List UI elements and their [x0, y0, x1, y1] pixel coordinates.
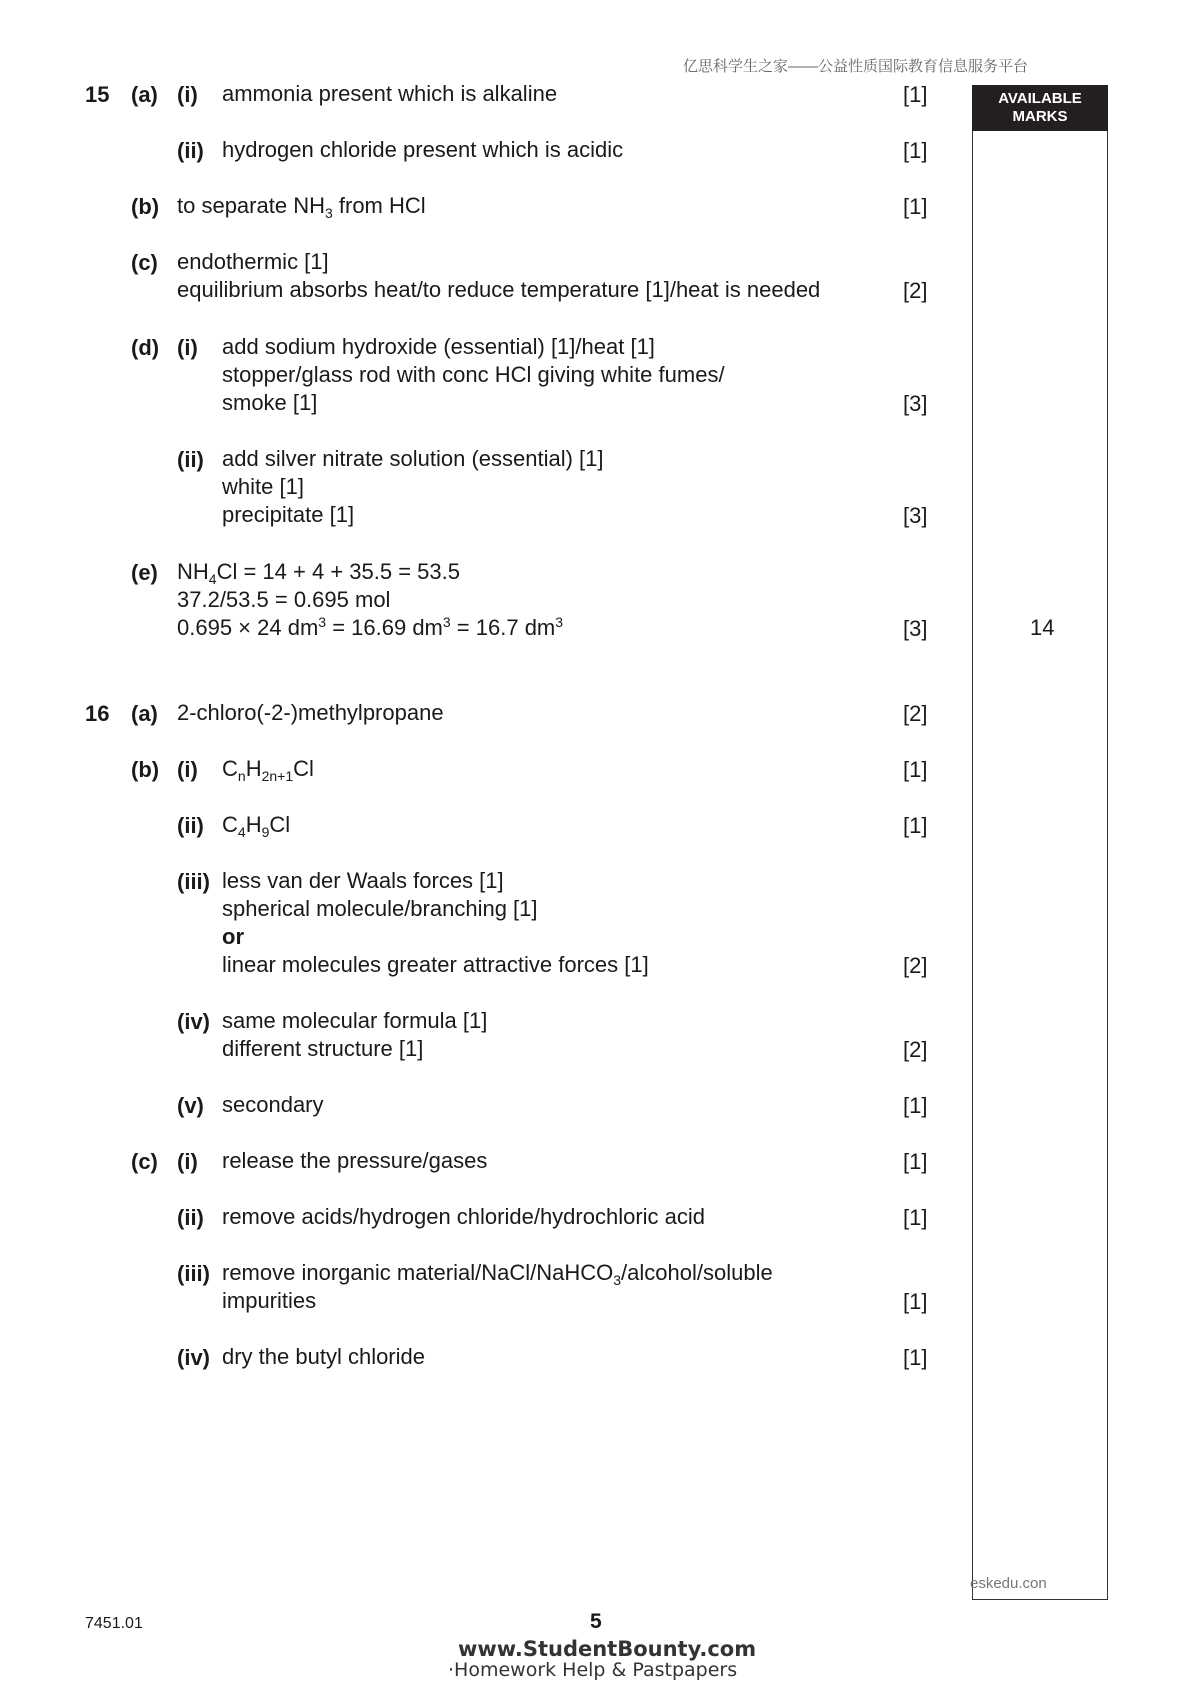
q16-c-iii-line2: impurities — [222, 1288, 317, 1313]
q16-b-ii-formula: $C_4H_9Cl$ — [222, 812, 291, 840]
marks-column — [972, 85, 1108, 1600]
q15-d-i-line3: smoke [1] — [222, 390, 318, 415]
q15-d-i-line1: add sodium hydroxide (essential) [1]/heat [1] — [222, 334, 655, 359]
q15-c-line2: equilibrium absorbs heat/to reduce temperature [1]/heat is needed — [177, 277, 821, 302]
bottom-watermark: eskedu.con — [970, 1575, 1047, 1592]
q15-a-ii-mark: [1] — [903, 138, 928, 163]
q15-a-ii-text: hydrogen chloride present which is acidic — [222, 137, 624, 162]
q15-b-label: (b) — [131, 194, 160, 219]
q16-c-iii-label: (iii) — [177, 1261, 210, 1286]
q16-b-iii-line1: less van der Waals forces [1] — [222, 868, 504, 893]
q16-b-iv-line2: different structure [1] — [222, 1036, 424, 1061]
q16-a-text: 2-chloro(-2-)methylpropane — [177, 700, 444, 725]
q15-d-i-label: (i) — [177, 335, 198, 360]
q15-e-line1: $NH_4Cl = 14 + 4 + 35.5 = 53.5$ — [177, 559, 460, 587]
q15-d-label: (d) — [131, 335, 160, 360]
q15-d-ii-mark: [3] — [903, 503, 928, 528]
q15-c-line1: endothermic [1] — [177, 249, 329, 274]
q16-b-v-text: secondary — [222, 1092, 324, 1117]
q16-b-iii-mark: [2] — [903, 953, 928, 978]
q16-c-ii-mark: [1] — [903, 1205, 928, 1230]
studentbounty-site[interactable]: www.StudentBounty.com — [458, 1637, 757, 1661]
marks-heading-line1: AVAILABLE — [998, 90, 1082, 107]
q15-c-mark: [2] — [903, 278, 928, 303]
q15-b-text: to separate $NH_3$ from HCl — [177, 193, 426, 221]
q16-b-iii-label: (iii) — [177, 869, 210, 894]
question-16-number: 16 — [85, 701, 110, 726]
q15-a-label: (a) — [131, 82, 158, 107]
marks-heading-line2: MARKS — [1012, 108, 1068, 125]
q15-e-line2: 37.2/53.5 = 0.695 mol — [177, 587, 391, 612]
q16-b-i-mark: [1] — [903, 757, 928, 782]
q15-a-i-label: (i) — [177, 82, 198, 107]
q16-c-i-mark: [1] — [903, 1149, 928, 1174]
q16-b-ii-mark: [1] — [903, 813, 928, 838]
q16-b-i-label: (i) — [177, 757, 198, 782]
q16-b-label: (b) — [131, 757, 160, 782]
paper-code: 7451.01 — [85, 1615, 143, 1632]
q16-c-iv-label: (iv) — [177, 1345, 210, 1370]
q16-b-v-label: (v) — [177, 1093, 204, 1118]
q15-d-i-mark: [3] — [903, 391, 928, 416]
q15-e-label: (e) — [131, 560, 158, 585]
q15-d-ii-label: (ii) — [177, 447, 204, 472]
q15-total-marks: 14 — [1030, 615, 1055, 640]
q15-d-ii-line1: add silver nitrate solution (essential) [1] — [222, 446, 604, 471]
q16-a-mark: [2] — [903, 701, 928, 726]
q16-b-v-mark: [1] — [903, 1093, 928, 1118]
q16-c-ii-text: remove acids/hydrogen chloride/hydrochloric acid — [222, 1204, 706, 1229]
q15-a-ii-label: (ii) — [177, 138, 204, 163]
q16-c-iii-line1: remove inorganic material/NaCl/NaHCO$_3$/alcohol/soluble — [222, 1260, 773, 1288]
q15-b-mark: [1] — [903, 194, 928, 219]
q15-d-ii-line2: white [1] — [222, 474, 304, 499]
available-marks-heading — [972, 85, 1108, 131]
q16-c-iv-text: dry the butyl chloride — [222, 1344, 425, 1369]
q15-d-ii-line3: precipitate [1] — [222, 502, 355, 527]
q15-e-mark: [3] — [903, 616, 928, 641]
q16-c-ii-label: (ii) — [177, 1205, 204, 1230]
q15-a-i-text: ammonia present which is alkaline — [222, 81, 558, 106]
header-watermark: 亿思科学生之家——公益性质国际教育信息服务平台 — [683, 58, 1029, 75]
q15-e-line3: 0.695 × 24 $dm^3 = 16.69$ $dm^3 = 16.7$ $dm^3$ — [177, 614, 564, 640]
q16-b-iv-label: (iv) — [177, 1009, 210, 1034]
q16-c-i-text: release the pressure/gases — [222, 1148, 488, 1173]
q16-b-iii-or: or — [222, 924, 244, 949]
q16-b-iv-line1: same molecular formula [1] — [222, 1008, 488, 1033]
q15-d-i-line2: stopper/glass rod with conc HCl giving white fumes/ — [222, 362, 725, 387]
q16-a-label: (a) — [131, 701, 158, 726]
q16-b-i-formula: $C_nH_{2n+1}Cl$ — [222, 756, 314, 784]
q15-a-i-mark: [1] — [903, 82, 928, 107]
q16-c-i-label: (i) — [177, 1149, 198, 1174]
page-number: 5 — [590, 1610, 602, 1633]
q16-b-iv-mark: [2] — [903, 1037, 928, 1062]
q16-c-label: (c) — [131, 1149, 158, 1174]
question-15-number: 15 — [85, 82, 110, 107]
q16-b-iii-line3: linear molecules greater attractive forces [1] — [222, 952, 649, 977]
q16-b-ii-label: (ii) — [177, 813, 204, 838]
q15-c-label: (c) — [131, 250, 158, 275]
studentbounty-tagline: ·Homework Help & Pastpapers — [448, 1659, 738, 1681]
q16-c-iv-mark: [1] — [903, 1345, 928, 1370]
q16-c-iii-mark: [1] — [903, 1289, 928, 1314]
q16-b-iii-line2: spherical molecule/branching [1] — [222, 896, 538, 921]
